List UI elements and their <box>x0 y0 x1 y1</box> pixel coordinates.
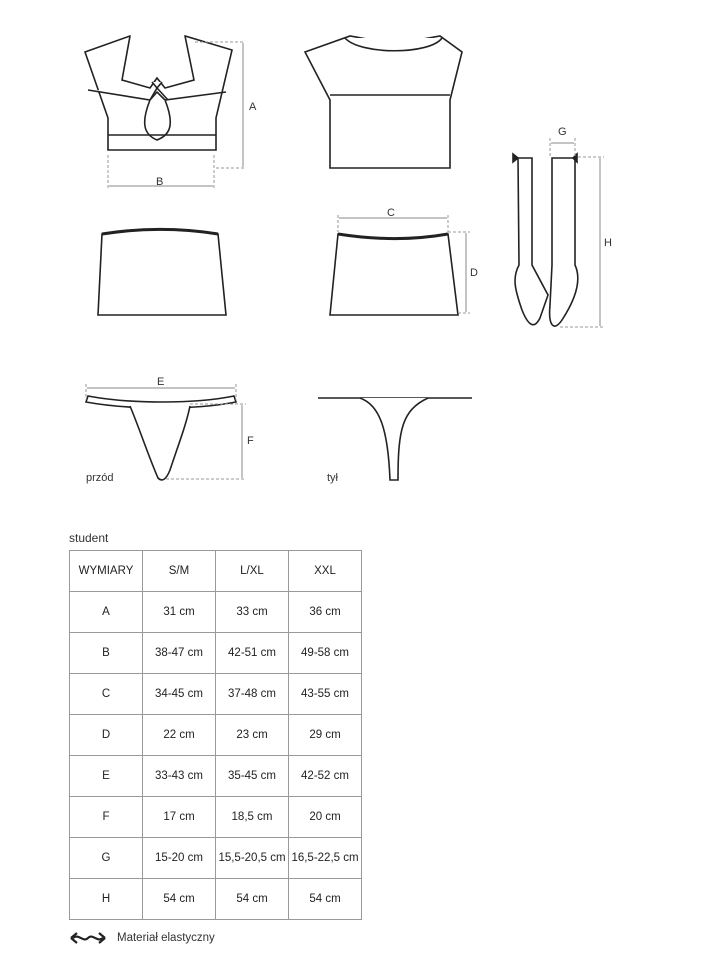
table-cell: 36 cm <box>289 592 362 633</box>
skirt-back-drawing <box>330 234 458 315</box>
table-cell: 16,5-22,5 cm <box>289 838 362 879</box>
skirt-front-drawing <box>98 230 226 316</box>
stockings-drawing <box>513 154 578 326</box>
legend <box>69 930 215 946</box>
table-cell: 35-45 cm <box>216 756 289 797</box>
label-d: D <box>470 267 478 279</box>
back-caption: tył <box>327 472 338 484</box>
thong-front-drawing <box>86 396 236 480</box>
table-header-cell: WYMIARY <box>70 551 143 592</box>
table-cell: 38-47 cm <box>143 633 216 674</box>
label-b: B <box>156 176 164 188</box>
table-cell: 22 cm <box>143 715 216 756</box>
table-row <box>70 797 362 838</box>
table-cell: 31 cm <box>143 592 216 633</box>
table-title: student <box>69 531 109 545</box>
label-g: G <box>558 126 567 138</box>
dimension-c <box>338 207 448 232</box>
thong-back-drawing <box>318 398 472 480</box>
label-e: E <box>157 376 165 388</box>
table-row <box>70 715 362 756</box>
table-cell: 49-58 cm <box>289 633 362 674</box>
table-row <box>70 633 362 674</box>
stretch-arrows-icon <box>69 932 107 944</box>
table-cell: 29 cm <box>289 715 362 756</box>
table-row <box>70 674 362 715</box>
table-cell: 54 cm <box>289 879 362 920</box>
table-cell: 42-51 cm <box>216 633 289 674</box>
table-cell: 42-52 cm <box>289 756 362 797</box>
table-cell: 15,5-20,5 cm <box>216 838 289 879</box>
table-cell: 23 cm <box>216 715 289 756</box>
table-cell: 54 cm <box>143 879 216 920</box>
table-cell: 37-48 cm <box>216 674 289 715</box>
table-cell: 34-45 cm <box>143 674 216 715</box>
table-row <box>70 592 362 633</box>
table-header-cell: S/M <box>143 551 216 592</box>
label-f: F <box>247 435 254 447</box>
table-cell: 33 cm <box>216 592 289 633</box>
size-table <box>69 550 362 920</box>
table-row-label: H <box>70 879 143 920</box>
label-h: H <box>604 237 612 249</box>
size-table-body <box>70 551 362 920</box>
table-cell: 15-20 cm <box>143 838 216 879</box>
table-row-label: C <box>70 674 143 715</box>
table-row <box>70 879 362 920</box>
table-cell: 20 cm <box>289 797 362 838</box>
table-cell: 18,5 cm <box>216 797 289 838</box>
label-a: A <box>249 101 257 113</box>
table-header-row <box>70 551 362 592</box>
table-cell: 17 cm <box>143 797 216 838</box>
table-row-label: G <box>70 838 143 879</box>
top-front-drawing <box>85 36 232 150</box>
table-header-cell: XXL <box>289 551 362 592</box>
top-back-drawing <box>305 36 462 168</box>
table-cell: 43-55 cm <box>289 674 362 715</box>
table-header-cell: L/XL <box>216 551 289 592</box>
table-row-label: D <box>70 715 143 756</box>
dimension-g <box>550 126 575 156</box>
label-c: C <box>387 207 395 219</box>
table-row <box>70 838 362 879</box>
table-cell: 54 cm <box>216 879 289 920</box>
table-row-label: F <box>70 797 143 838</box>
front-caption: przód <box>86 472 114 484</box>
table-row-label: A <box>70 592 143 633</box>
dimension-b <box>108 155 214 190</box>
table-row <box>70 756 362 797</box>
dimension-e <box>86 376 236 400</box>
table-cell: 33-43 cm <box>143 756 216 797</box>
table-row-label: B <box>70 633 143 674</box>
table-row-label: E <box>70 756 143 797</box>
legend-text: Materiał elastyczny <box>117 932 215 944</box>
